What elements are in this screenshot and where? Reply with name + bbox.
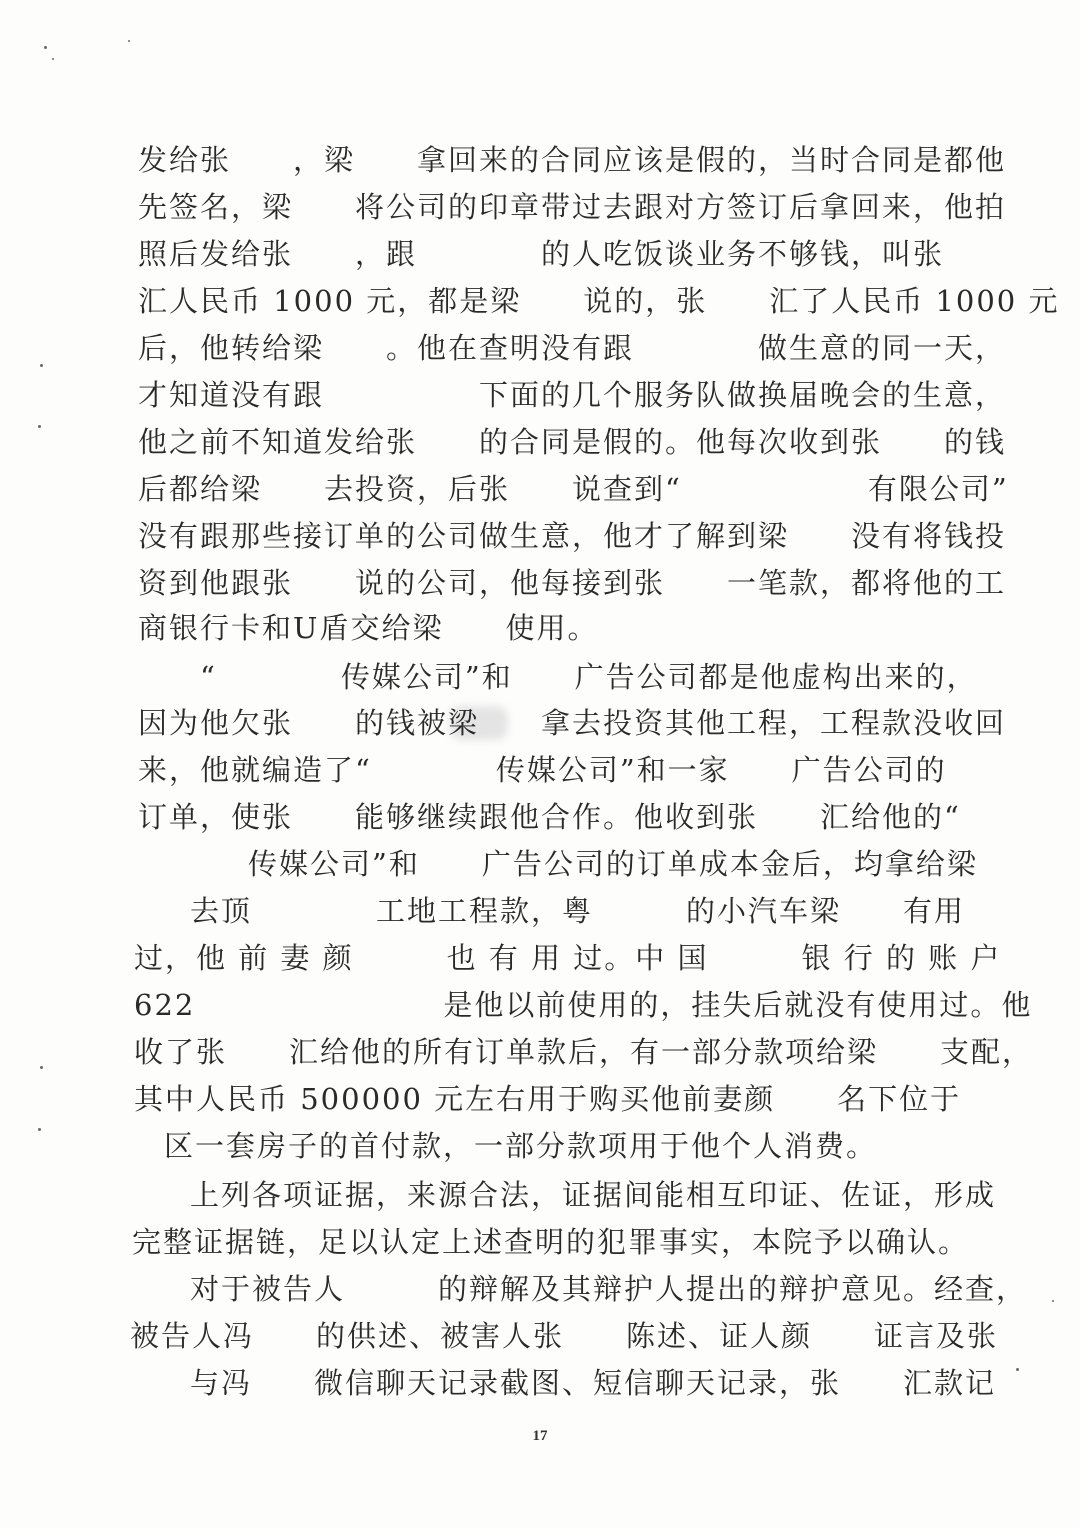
text-line: 没有跟那些接订单的公司做生意，他才了解到梁 没有将钱投 — [138, 519, 1007, 553]
text-line: 他之前不知道发给张 的合同是假的。他每次收到张 的钱 — [138, 425, 1007, 459]
text-line: 发给张 ，梁 拿回来的合同应该是假的，当时合同是都他 — [138, 143, 1007, 177]
text-line: 上列各项证据，来源合法，证据间能相互印证、佐证，形成 — [190, 1178, 997, 1212]
text-line: 去顶 工地工程款，粤 的小汽车梁 有用 — [190, 894, 966, 928]
text-line: 传媒公司”和 广告公司的订单成本金后，均拿给梁 — [248, 847, 978, 881]
text-line: 区一套房子的首付款，一部分款项用于他个人消费。 — [164, 1129, 878, 1163]
text-line: 照后发给张 ，跟 的人吃饭谈业务不够钱，叫张 — [138, 237, 945, 271]
scan-speck — [128, 40, 130, 42]
text-line: 后都给梁 去投资，后张 说查到“ 有限公司” — [138, 472, 1009, 506]
text-line: 622 是他以前使用的，挂失后就没有使用过。他 — [134, 988, 1033, 1022]
scan-speck — [40, 364, 43, 367]
text-line: 其中人民币 500000 元左右用于购买他前妻颜 名下位于 — [134, 1082, 962, 1116]
text-line: 资到他跟张 说的公司，他每接到张 一笔款，都将他的工 — [138, 566, 1007, 600]
text-line: 后，他转给梁 。他在查明没有跟 做生意的同一天， — [138, 331, 1007, 365]
text-line: 与冯 微信聊天记录截图、短信聊天记录，张 汇款记 — [190, 1366, 997, 1400]
scan-speck — [44, 46, 47, 49]
text-line: 收了张 汇给他的所有订单款后，有一部分款项给梁 支配， — [134, 1035, 1034, 1069]
text-line: 完整证据链，足以认定上述查明的犯罪事实，本院予以确认。 — [132, 1225, 970, 1259]
text-line: 被告人冯 的供述、被害人张 陈述、证人颜 证言及张 — [130, 1319, 999, 1353]
text-line: 过，他 前 妻 颜 也 有 用 过。中 国 银 行 的 账 户 — [134, 941, 1002, 975]
scan-speck — [38, 1128, 41, 1131]
scan-speck — [38, 425, 41, 428]
text-line: 来，他就编造了“ 传媒公司”和一家 广告公司的 — [138, 753, 947, 787]
text-line: 因为他欠张 的钱被梁 拿去投资其他工程，工程款没收回 — [138, 706, 1007, 740]
scan-speck — [1016, 1368, 1019, 1371]
scan-speck — [1052, 1300, 1054, 1302]
text-line: 才知道没有跟 下面的几个服务队做换届晚会的生意， — [138, 378, 1007, 412]
text-line: 汇人民币 1000 元，都是梁 说的，张 汇了人民币 1000 元 — [138, 284, 1060, 318]
text-line: 对于被告人 的辩解及其辩护人提出的辩护意见。经查， — [190, 1272, 1028, 1306]
page-number: 17 — [532, 1428, 548, 1444]
text-line: “ 传媒公司”和 广告公司都是他虚构出来的， — [200, 660, 978, 694]
text-line: 商银行卡和U盾交给梁 使用。 — [138, 611, 599, 645]
scan-speck — [52, 58, 54, 60]
text-line: 先签名，梁 将公司的印章带过去跟对方签订后拿回来，他拍 — [138, 190, 1007, 224]
text-line: 订单，使张 能够继续跟他合作。他收到张 汇给他的“ — [138, 800, 961, 834]
scan-speck — [40, 1066, 43, 1069]
